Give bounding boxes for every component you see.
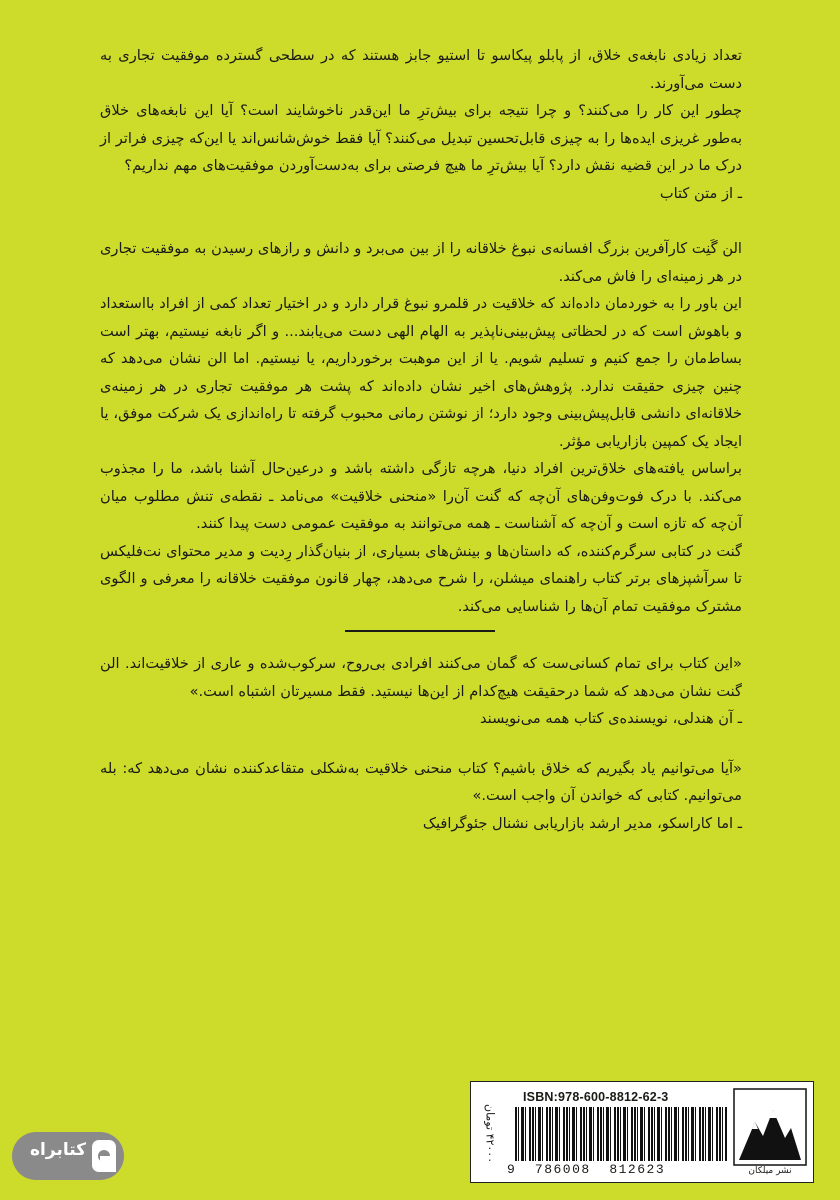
excerpt-attribution: ـ از متن کتاب [659,184,742,202]
section-gap [100,733,742,755]
back-cover-text [100,42,742,837]
description-paragraph: این باور را به خوردمان داده‌اند که خلاقیت در قلمرو نبوغ قرار دارد و در اختیار تعداد کمی از افراد بااستعداد و باهوش است که در لحظاتی پیش‌بینی‌ناپذیر به الهام الهی دست می‌یابند... و اگر نابغه نیستیم، بهتر است بساط‌مان را جمع کنیم و تسلیم شویم. یا از این موهبت برخورداریم، یا نیستیم. اما الن نشان می‌دهد که چنین چیزی حقیقت ندارد. پژوهش‌های اخیر نشان داده‌اند که پشت هر موفقیت تجاری در هر زمینه‌ی خلاقانه‌ای دانشی قابل‌پیش‌بینی وجود دارد؛ از نوشتن رمانی محبوب گرفته تا راه‌اندازی یک شرکت موفق، یا ایجاد یک کمپین بازاریابی مؤثر. [100,295,742,450]
publisher-name: نشر میلکان [748,1166,792,1176]
divider-line [345,630,495,632]
isbn-label: ISBN:978-600-8812-62-3 [523,1090,669,1104]
store-badge[interactable] [12,1128,128,1184]
price-label: ۴۲۰۰۰ تومان [483,1104,497,1164]
barcode-bars [515,1107,727,1161]
description-paragraph: الن گَنِت کارآفرین بزرگ افسانه‌ی نبوغ خلاقانه را از بین می‌برد و دانش و رازهای رسیدن به موفقیت تجاری در هر زمینه‌ای را فاش می‌کند. [100,240,742,285]
ean-digits: 9 786008 812623 [507,1162,666,1177]
section-gap [100,207,742,235]
ketabrah-logo-icon [92,1140,116,1172]
description-paragraph: براساس یافته‌های خلاق‌ترین افراد دنیا، هرچه تازگی داشته باشد و درعین‌حال آشنا باشد، ما را مجذوب می‌کند. با درک فوت‌وفن‌های آن‌چه که گنت آن‌را «منحنی خلاقیت» می‌نامد ـ نقطه‌ی تنش مطلوب میان آن‌چه که تازه است و آن‌چه که آشناست ـ همه می‌توانند به موفقیت عمومی دست پیدا کنند. [100,460,742,532]
badge-label: کتابراه [30,1140,87,1160]
publisher-logo-icon [733,1088,807,1176]
endorsement-source: ـ اما کاراسکو، مدیر ارشد بازاریابی نشنال جئوگرافیک [422,814,742,832]
isbn-barcode-box [470,1081,814,1183]
endorsement-quote: «این کتاب برای تمام کسانی‌ست که گمان می‌کنند افرادی بی‌روح، سرکوب‌شده و عاری از خلاقیت‌اند. الن گنت نشان می‌دهد که شما درحقیقت هیچ‌کدام از این‌ها نیستید. فقط مسیرتان اشتباه است.» [100,655,742,700]
excerpt-paragraph: تعداد زیادی نابغه‌ی خلاق، از پابلو پیکاسو تا استیو جابز هستند که در سطحی گسترده موفقیت تجاری به دست می‌آورند. [100,47,742,92]
endorsement-source: ـ آن هندلی، نویسنده‌ی کتاب همه می‌نویسند [480,710,742,727]
description-paragraph: گنت در کتابی سرگرم‌کننده، که داستان‌ها و بینش‌های بسیاری، از بنیان‌گذار رِدیت و مدیر محتوای نت‌فلیکس تا سرآشپزهای برتر کتاب راهنمای میشلن، را شرح می‌دهد، چهار قانون موفقیت خلاقانه را معرفی و الگوی مشترک موفقیت تمام آن‌ها را شناسایی می‌کند. [100,542,742,615]
excerpt-paragraph: چطور این کار را می‌کنند؟ و چرا نتیجه برای بیش‌ترِ ما این‌قدر ناخوشایند است؟ آیا این نابغه‌های خلاق به‌طور غریزی ایده‌ها را به چیزی قابل‌تحسین تبدیل می‌کنند؟ آیا فقط خوش‌شانس‌اند یا این‌که چیزی فراتر از درک ما در این قضیه نقش دارد؟ آیا بیش‌ترِ ما هیچ فرصتی برای به‌دست‌آوردن موفقیت‌های مهم نداریم؟ [100,102,742,174]
endorsement-quote: «آیا می‌توانیم یاد بگیریم که خلاق باشیم؟ کتاب منحنی خلاقیت به‌شکلی متقاعدکننده نشان می‌دهد که: بله می‌توانیم. کتابی که خواندن آن واجب است.» [100,759,742,804]
